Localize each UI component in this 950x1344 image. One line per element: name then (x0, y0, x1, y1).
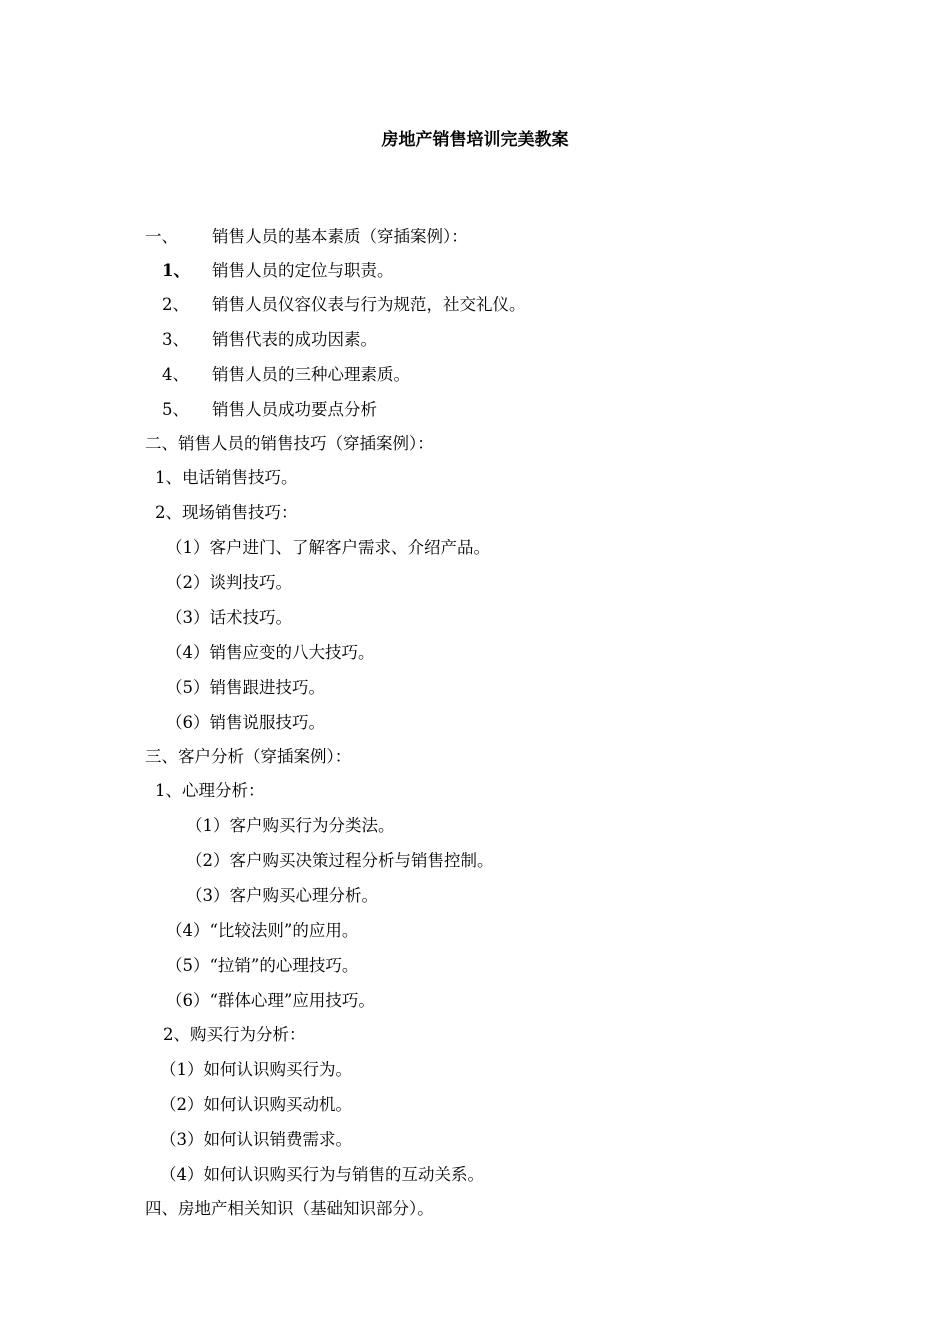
section-2-heading: 二、销售人员的销售技巧（穿插案例）： (145, 434, 434, 453)
item-number: 2、 (162, 295, 189, 314)
item-number: 3、 (162, 330, 189, 349)
list-item: （5）销售跟进技巧。 (166, 678, 325, 697)
subsection-heading: 2、现场销售技巧： (155, 503, 298, 522)
item-number: 4、 (162, 365, 189, 384)
item-text: 销售人员仪容仪表与行为规范，社交礼仪。 (212, 295, 526, 314)
document-title: 房地产销售培训完美教案 (381, 130, 569, 150)
list-item: （4）“比较法则”的应用。 (166, 921, 359, 940)
subsection-heading: 1、心理分析： (155, 781, 265, 800)
item-text: 销售人员成功要点分析 (212, 400, 377, 419)
list-item: （6）“群体心理”应用技巧。 (166, 991, 375, 1010)
subsection-heading: 1、电话销售技巧。 (155, 468, 298, 487)
list-item: （3）如何认识销费需求。 (160, 1130, 352, 1149)
section-4-heading: 四、房地产相关知识（基础知识部分）。 (145, 1199, 434, 1218)
list-item: （2）谈判技巧。 (166, 573, 292, 592)
section-3-heading: 三、客户分析（穿插案例）： (145, 747, 352, 766)
list-item: （3）客户购买心理分析。 (186, 886, 378, 905)
list-item: （2）客户购买决策过程分析与销售控制。 (186, 851, 494, 870)
section-1-number: 一、 (145, 227, 178, 246)
list-item: （1）客户购买行为分类法。 (186, 816, 395, 835)
section-1-text: 销售人员的基本素质（穿插案例）： (212, 227, 468, 246)
item-number: 5、 (162, 400, 189, 419)
list-item: （1）客户进门、了解客户需求、介绍产品。 (166, 538, 490, 557)
item-text: 销售代表的成功因素。 (212, 330, 377, 349)
list-item: （4）如何认识购买行为与销售的互动关系。 (160, 1165, 484, 1184)
item-text: 销售人员的三种心理素质。 (212, 365, 410, 384)
list-item: （2）如何认识购买动机。 (160, 1095, 352, 1114)
item-text: 销售人员的定位与职责。 (212, 261, 394, 280)
list-item: （4）销售应变的八大技巧。 (166, 643, 375, 662)
item-number: 1、 (162, 261, 190, 280)
list-item: （1）如何认识购买行为。 (160, 1060, 352, 1079)
list-item: （3）话术技巧。 (166, 608, 292, 627)
subsection-heading: 2、购买行为分析： (163, 1025, 306, 1044)
list-item: （5）“拉销”的心理技巧。 (166, 956, 359, 975)
list-item: （6）销售说服技巧。 (166, 713, 325, 732)
